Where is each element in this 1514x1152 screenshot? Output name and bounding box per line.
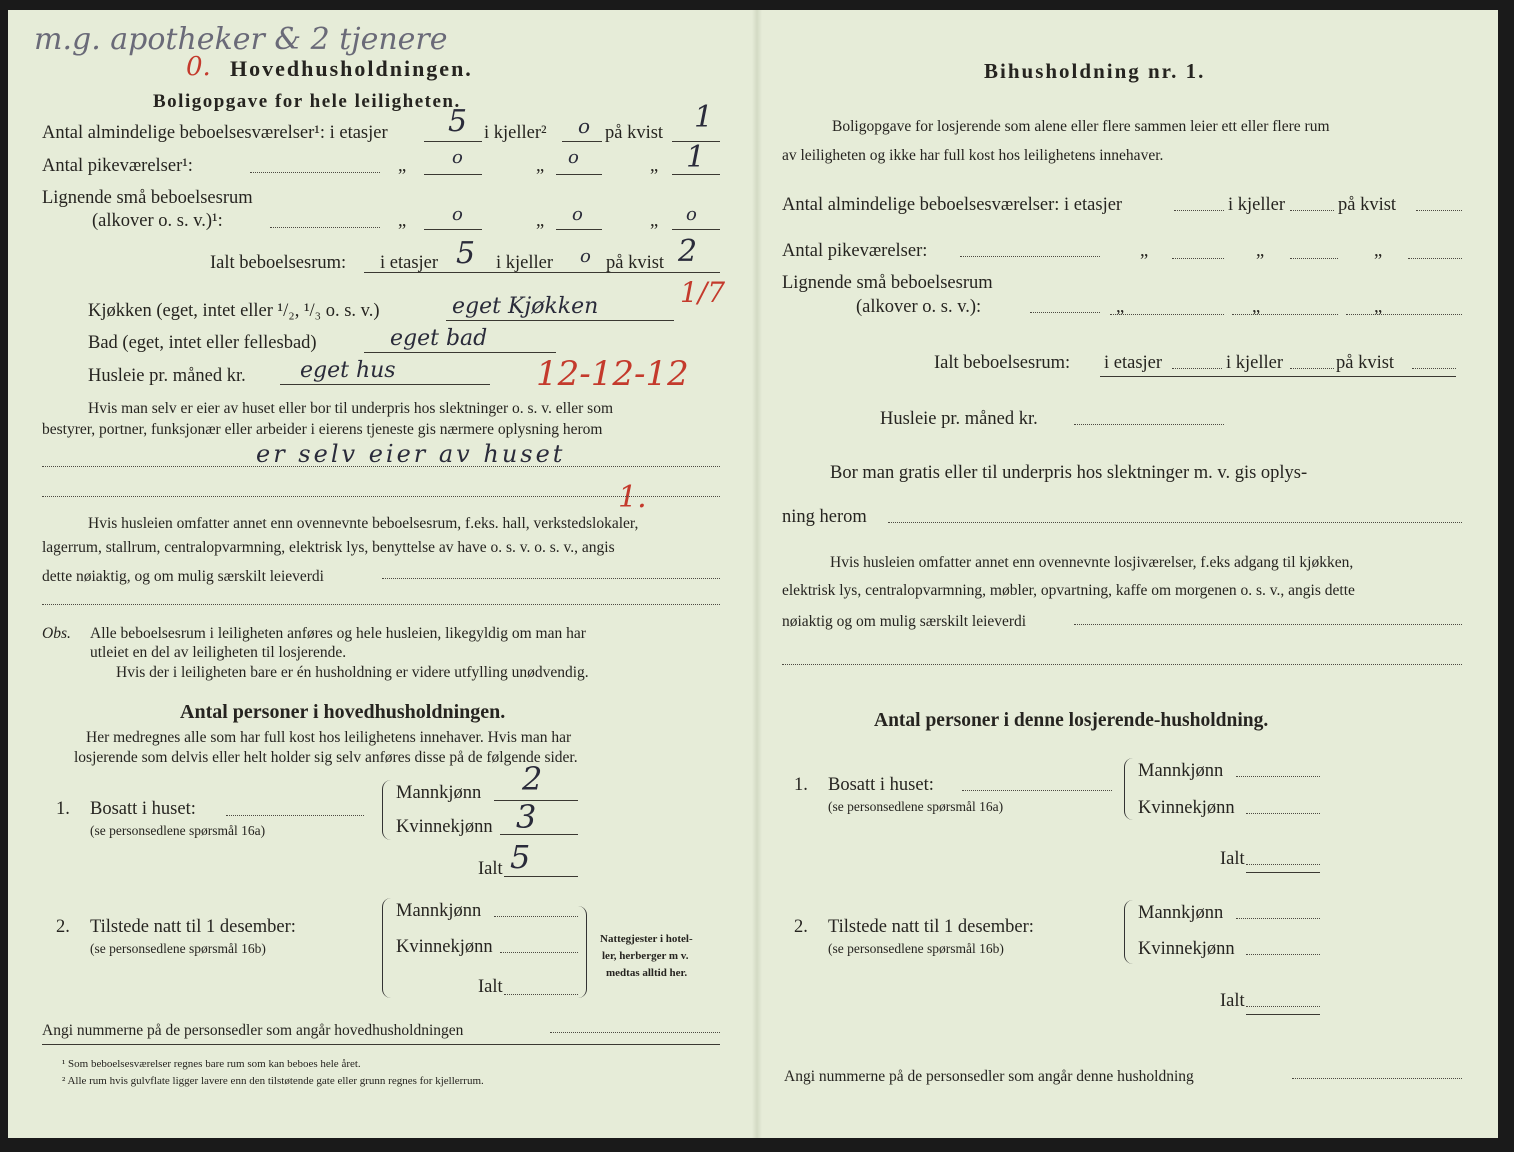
rent-includes-text: Hvis husleien omfatter annet enn ovennevnte beboelsesrum, f.eks. hall, verkstedslokaler,	[88, 515, 639, 532]
field-line	[1246, 1014, 1320, 1015]
dot-leader	[1236, 918, 1320, 919]
sec-q1-label: Bosatt i huset:	[828, 775, 934, 795]
sec-kvist-label: på kvist	[1338, 195, 1397, 215]
kvist-label: på kvist	[605, 123, 664, 143]
total-etasjer-label: i etasjer	[380, 253, 439, 273]
sec-q1-sublabel: (se personsedlene spørsmål 16a)	[828, 799, 1004, 814]
dot-leader	[1292, 1078, 1462, 1079]
dot-leader	[782, 664, 1462, 665]
small-rooms-label: Lignende små beboelsesrum	[42, 188, 253, 208]
sec-q1-female-label: Kvinnekjønn	[1138, 798, 1235, 818]
rooms-label: Antal almindelige beboelsesværelser¹: i etasjer	[42, 123, 388, 143]
persons-text: Her medregnes alle som har full kost hos leilighetens innehaver. Hvis man har	[86, 729, 572, 746]
persons-text-2: losjerende som delvis eller helt holder sig selv anføres disse på de følgende sider.	[74, 749, 578, 766]
sec-total-label: Ialt beboelsesrum:	[934, 353, 1071, 373]
dot-leader	[1246, 864, 1320, 865]
q1-total-value: 5	[510, 838, 531, 876]
dot-leader	[1232, 314, 1338, 315]
sec-q2-number: 2.	[794, 917, 808, 937]
field-line	[424, 141, 482, 142]
rooms-kjeller-value: o	[578, 114, 591, 138]
sec-numbers-instruction: Angi nummerne på de personsedler som angår denne husholdning	[784, 1068, 1194, 1085]
sec-total-kjeller: i kjeller	[1226, 353, 1284, 373]
rent-label: Husleie pr. måned kr.	[88, 366, 246, 386]
total-kjeller-value: o	[580, 246, 591, 267]
sec-q2-total-label: Ialt	[1220, 991, 1245, 1011]
total-kjeller-label: i kjeller	[496, 253, 554, 273]
rooms-kvist-value: 1	[694, 100, 714, 135]
dot-leader	[1412, 368, 1456, 369]
field-line	[504, 876, 578, 877]
dot-leader	[1246, 1006, 1320, 1007]
sec-includes-text-3: nøiaktig og om mulig særskilt leieverdi	[782, 613, 1027, 630]
q2-label: Tilstede natt til 1 desember:	[90, 917, 296, 937]
field-line	[500, 834, 578, 835]
dot-leader	[382, 578, 720, 579]
sec-q1-number: 1.	[794, 775, 808, 795]
dot-leader	[960, 256, 1100, 257]
dot-leader	[42, 466, 720, 467]
page-subtitle: Boligopgave for hele leiligheten.	[153, 91, 461, 112]
sec-small-label: Lignende små beboelsesrum	[782, 273, 993, 293]
q1-label: Bosatt i huset:	[90, 799, 196, 819]
ditto-mark: „	[1140, 241, 1149, 261]
field-line	[556, 229, 602, 230]
rent-includes-text-2: lagerrum, stallrum, centralopvarmning, elektrisk lys, benyttelse av have o. s. v. o. s. v., angis	[42, 539, 615, 556]
q2-total-label: Ialt	[478, 977, 503, 997]
page-fold	[752, 10, 762, 1138]
total-kvist-value: 2	[678, 234, 698, 269]
q1-sublabel: (se personsedlene spørsmål 16a)	[90, 823, 266, 838]
brace	[1124, 900, 1135, 964]
dot-leader	[1172, 258, 1224, 259]
sec-q1-male-label: Mannkjønn	[1138, 761, 1224, 781]
dot-leader	[962, 790, 1112, 791]
obs-text: Alle beboelsesrum i leiligheten anføres og hele husleien, likegyldig om man har	[90, 625, 586, 642]
night-guests-note-3: medtas alltid her.	[606, 967, 688, 979]
rent-value: eget hus	[300, 358, 396, 383]
field-line	[562, 141, 602, 142]
brace	[382, 898, 393, 998]
sec-small-sublabel: (alkover o. s. v.):	[856, 297, 982, 317]
sec-pike-label: Antal pikeværelser:	[782, 241, 928, 261]
field-line	[280, 384, 490, 385]
red-date-mark: 12-12-12	[536, 354, 689, 394]
red-fraction-mark: 1/7	[680, 276, 726, 309]
sec-rent-label: Husleie pr. måned kr.	[880, 409, 1038, 429]
dot-leader	[1236, 776, 1320, 777]
numbers-instruction: Angi nummerne på de personsedler som angår hovedhusholdningen	[42, 1022, 464, 1039]
sec-kjeller-label: i kjeller	[1228, 195, 1286, 215]
small-rooms-sublabel: (alkover o. s. v.)¹:	[92, 211, 223, 231]
field-line	[672, 229, 720, 230]
field-line	[1246, 872, 1320, 873]
red-one-mark: 1.	[618, 480, 647, 515]
field-line	[556, 174, 602, 175]
ditto-mark: „	[1116, 297, 1125, 317]
q1-male-label: Mannkjønn	[396, 783, 482, 803]
sec-free-text-2: ning herom	[782, 507, 867, 527]
dot-leader	[1074, 624, 1462, 625]
ditto-mark: „	[1374, 297, 1383, 317]
dot-leader	[42, 604, 720, 605]
dot-leader	[550, 1032, 720, 1033]
dot-leader	[42, 496, 720, 497]
owner-instructions: Hvis man selv er eier av huset eller bor til underpris hos slektninger o. s. v. eller som	[88, 400, 614, 417]
ditto-mark: „	[1374, 241, 1383, 261]
pike-etasjer-value: o	[452, 147, 463, 168]
dot-leader	[494, 916, 578, 917]
field-line	[424, 229, 482, 230]
ditto-mark: „	[536, 211, 545, 231]
dot-leader	[504, 994, 578, 995]
night-guests-note-2: ler, herberger m v.	[602, 950, 689, 962]
footnote-1: ¹ Som beboelsesværelser regnes bare rum som kan beboes hele året.	[62, 1058, 361, 1070]
sec-q2-sublabel: (se personsedlene spørsmål 16b)	[828, 941, 1004, 956]
sec-q1-total-label: Ialt	[1220, 849, 1245, 869]
persons-title: Antal personer i hovedhusholdningen.	[180, 701, 506, 723]
sec-q2-label: Tilstede natt til 1 desember:	[828, 917, 1034, 937]
sec-q2-female-label: Kvinnekjønn	[1138, 939, 1235, 959]
page-title: Hovedhusholdningen.	[230, 56, 473, 81]
bath-label: Bad (eget, intet eller fellesbad)	[88, 333, 317, 353]
pike-kvist-value: 1	[686, 140, 706, 175]
small-etasjer-value: o	[452, 204, 463, 225]
footnote-2: ² Alle rum hvis gulvflate ligger lavere enn den tilstøtende gate eller grunn regnes for kjellerrum.	[62, 1075, 484, 1087]
dot-leader	[1030, 312, 1100, 313]
dot-leader	[1290, 368, 1334, 369]
secondary-intro: Boligopgave for losjerende som alene eller flere sammen leier ett eller flere rum	[832, 118, 1330, 135]
dot-leader	[1246, 813, 1320, 814]
field-line	[1100, 376, 1456, 377]
pike-label: Antal pikeværelser¹:	[42, 156, 193, 176]
ditto-mark: „	[1256, 241, 1265, 261]
ditto-mark: „	[536, 156, 545, 176]
obs-text-3: Hvis der i leiligheten bare er én husholdning er videre utfylling unødvendig.	[116, 664, 589, 681]
kitchen-label: Kjøkken (eget, intet eller ¹/₂, ¹/₃ o. s. v.)	[88, 301, 380, 321]
sec-total-kvist: på kvist	[1336, 353, 1395, 373]
brace	[1124, 758, 1135, 820]
obs-text-2: utleiet en del av leiligheten til losjerende.	[90, 644, 347, 661]
dot-leader	[1110, 314, 1224, 315]
q1-total-label: Ialt	[478, 859, 503, 879]
owner-value: er selv eier av huset	[256, 440, 566, 468]
ditto-mark: „	[650, 156, 659, 176]
ditto-mark: „	[398, 156, 407, 176]
ditto-mark: „	[1252, 297, 1261, 317]
field-line	[364, 352, 556, 353]
dot-leader	[226, 815, 364, 816]
sec-total-etasjer: i etasjer	[1104, 353, 1163, 373]
pike-kjeller-value: o	[568, 147, 579, 168]
night-guests-note: Nattegjester i hotel-	[600, 933, 693, 945]
handwritten-annotation: m.g. apotheker & 2 tjenere	[34, 22, 448, 57]
dot-leader	[1346, 314, 1462, 315]
field-line	[446, 320, 674, 321]
total-rooms-label: Ialt beboelsesrum:	[210, 253, 347, 273]
q2-number: 2.	[56, 917, 70, 937]
owner-instructions-2: bestyrer, portner, funksjonær eller arbeider i eierens tjeneste gis nærmere oplysning herom	[42, 421, 603, 438]
sec-includes-text-2: elektrisk lys, centralopvarmning, møbler, opvartning, kaffe om morgenen o. s. v., angis dette	[782, 582, 1355, 599]
dot-leader	[250, 172, 380, 173]
dot-leader	[1074, 424, 1224, 425]
q2-female-label: Kvinnekjønn	[396, 937, 493, 957]
brace	[578, 906, 587, 998]
dot-leader	[1408, 258, 1462, 259]
secondary-intro-2: av leiligheten og ikke har full kost hos leilighetens innehaver.	[782, 147, 1164, 164]
dot-leader	[1174, 210, 1224, 211]
ditto-mark: „	[398, 211, 407, 231]
sec-persons-title: Antal personer i denne losjerende-husholdning.	[874, 710, 1269, 731]
q1-male-value: 2	[522, 760, 543, 798]
sec-free-text: Bor man gratis eller til underpris hos slektninger m. v. gis oplys-	[830, 463, 1308, 483]
small-kvist-value: o	[686, 204, 697, 225]
dot-leader	[1246, 954, 1320, 955]
red-mark: 0.	[186, 52, 211, 82]
q1-female-value: 3	[516, 798, 537, 836]
rooms-etasjer-value: 5	[448, 104, 468, 139]
field-line	[42, 1044, 720, 1045]
rent-includes-text-3: dette nøiaktig, og om mulig særskilt leieverdi	[42, 568, 324, 585]
obs-label: Obs.	[42, 625, 71, 642]
dot-leader	[270, 227, 380, 228]
sec-rooms-label: Antal almindelige beboelsesværelser: i etasjer	[782, 195, 1123, 215]
q1-female-label: Kvinnekjønn	[396, 817, 493, 837]
brace	[382, 780, 393, 840]
field-line	[424, 174, 482, 175]
sec-q2-male-label: Mannkjønn	[1138, 903, 1224, 923]
dot-leader	[1416, 210, 1462, 211]
dot-leader	[888, 522, 1462, 523]
sec-includes-text: Hvis husleien omfatter annet enn ovennevnte losjiværelser, f.eks adgang til kjøkken,	[830, 554, 1354, 571]
q2-sublabel: (se personsedlene spørsmål 16b)	[90, 941, 266, 956]
total-kvist-label: på kvist	[606, 253, 665, 273]
dot-leader	[1172, 368, 1222, 369]
q1-number: 1.	[56, 799, 70, 819]
total-etasjer-value: 5	[456, 236, 476, 271]
bath-value: eget bad	[390, 326, 488, 351]
small-kjeller-value: o	[572, 204, 583, 225]
kjeller-label: i kjeller²	[484, 123, 547, 143]
dot-leader	[1290, 258, 1338, 259]
q2-male-label: Mannkjønn	[396, 901, 482, 921]
secondary-title: Bihusholdning nr. 1.	[984, 59, 1206, 83]
dot-leader	[1290, 210, 1334, 211]
kitchen-value: eget Kjøkken	[452, 294, 599, 319]
dot-leader	[500, 952, 578, 953]
ditto-mark: „	[650, 211, 659, 231]
